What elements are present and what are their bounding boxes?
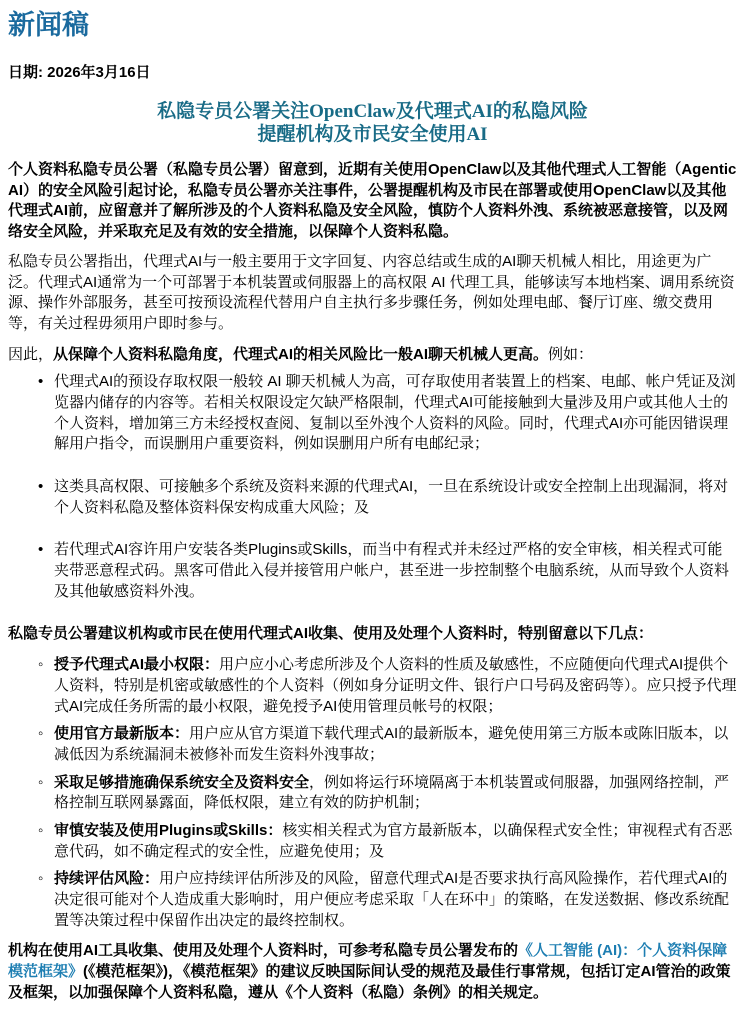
advice-item-label: 持续评估风险： bbox=[54, 870, 160, 888]
advice-item-text: 用户应小心考虑所涉及个人资料的性质及敏感性，不应随便向代理式AI提供个人资料，特别是机密或敏感性的个人资料（例如身分证明文件、银行户口号码及密码等）。应只授予代理式AI完成任务所需的最小权限，避免授予AI使用管理员帐号的权限； bbox=[54, 656, 737, 715]
risk-item-system-vulnerability bbox=[8, 477, 737, 518]
risk-bullet-list bbox=[8, 372, 737, 602]
risk-item-access-rights bbox=[8, 372, 737, 455]
page-title: 新闻稿 bbox=[8, 10, 89, 40]
advice-item-ongoing-risk-assessment bbox=[8, 869, 737, 931]
advice-item-plugins-caution bbox=[8, 821, 737, 862]
advice-heading: 私隐专员公署建议机构或市民在使用代理式AI收集、使用及处理个人资料时，特别留意以下几点： bbox=[8, 625, 654, 643]
background-paragraph: 私隐专员公署指出，代理式AI与一般主要用于文字回复、内容总结或生成的AI聊天机械人相比，用途更为广泛。代理式AI通常为一个可部署于本机装置或伺服器上的高权限 AI 代理工具，能够读写本地档案、调用系统资源、操作外部服务，甚至可按预设流程代替用户自主执行多步骤任务，例如处理电邮、餐厅订座、缴交费用等，有关过程毋须用户即时参与。 bbox=[8, 252, 735, 332]
risk-item-plugins-malware bbox=[8, 540, 737, 602]
risk-intro-post: 例如： bbox=[548, 345, 594, 363]
advice-item-text: 用户应从官方渠道下载代理式AI的最新版本，避免使用第三方版本或陈旧版本，以减低因为系统漏洞未被修补而发生资料外洩事故； bbox=[54, 725, 729, 763]
advice-item-label: 采取足够措施确保系统安全及资料安全 bbox=[54, 773, 310, 791]
closing-pre: 机构在使用AI工具收集、使用及处理个人资料时，可参考私隐专员公署发布的 bbox=[8, 942, 519, 960]
press-release-document bbox=[8, 10, 737, 1003]
closing-paragraph bbox=[8, 941, 737, 1003]
risk-intro-bold: 从保障个人资料私隐角度，代理式AI的相关风险比一般AI聊天机械人更高。 bbox=[53, 345, 549, 363]
risk-intro-paragraph bbox=[8, 345, 737, 366]
advice-item-label: 审慎安装及使用Plugins或Skills： bbox=[54, 821, 283, 839]
advice-item-label: 使用官方最新版本： bbox=[54, 725, 190, 743]
intro-paragraph: 个人资料私隐专员公署（私隐专员公署）留意到，近期有关使用OpenClaw以及其他代理式人工智能（Agentic AI）的安全风险引起讨论，私隐专员公署亦关注事件，公署提醒机构及市民在部署或使用OpenClaw以及其他代理式AI前，应留意并了解所涉及的个人资料私隐及安全风险，慎防个人资料外洩、系统被恶意接管，以及网络安全风险，并采取充足及有效的安全措施，以保障个人资料私隐。 bbox=[8, 161, 737, 241]
advice-item-text: 核实相关程式为官方最新版本，以确保程式安全性；审视程式有否恶意代码，如不确定程式的安全性，应避免使用；及 bbox=[54, 821, 733, 860]
risk-item-text: 若代理式AI容许用户安装各类Plugins或Skills，而当中有程式并未经过严格的安全审核，相关程式可能夹带恶意程式码。黑客可借此入侵并接管用户帐户，甚至进一步控制整个电脑系统，从而导致个人资料及其他敏感资料外洩。 bbox=[54, 541, 730, 600]
main-heading bbox=[8, 100, 737, 146]
main-heading-line2: 提醒机构及市民安全使用AI bbox=[257, 123, 488, 145]
date-line: 日期: 2026年3月16日 bbox=[8, 64, 151, 82]
closing-post: (《模范框架》)，《模范框架》的建议反映国际间认受的规范及最佳行事常规，包括订定AI管治的政策及框架，以加强保障个人资料私隐，遵从《个人资料（私隐）条例》的相关规定。 bbox=[8, 963, 731, 1001]
advice-list bbox=[8, 655, 737, 931]
risk-item-text: 代理式AI的预设存取权限一般较 AI 聊天机械人为高，可存取使用者装置上的档案、电邮、帐户凭证及浏览器内储存的内容等。若相关权限设定欠缺严格限制，代理式AI可能接触到大量涉及用户或其他人士的个人资料，增加第三方未经授权查阅、复制以至外洩个人资料的风险。同时，代理式AI亦可能因错误理解用户指令，而误删用户重要资料，例如误删用户所有电邮纪录； bbox=[54, 373, 736, 453]
advice-item-text: ，例如将运行环境隔离于本机装置或伺服器，加强网络控制，严格控制互联网暴露面，降低权限，建立有效的防护机制； bbox=[54, 773, 730, 812]
model-framework-link[interactable]: 《人工智能 (AI)：个人资料保障模范框架》 bbox=[8, 942, 728, 981]
advice-item-system-security bbox=[8, 773, 737, 814]
risk-item-text: 这类具高权限、可接触多个系统及资料来源的代理式AI，一旦在系统设计或安全控制上出现漏洞，将对个人资料私隐及整体资料保安构成重大风险；及 bbox=[54, 478, 729, 516]
risk-intro-pre: 因此， bbox=[8, 345, 54, 363]
advice-item-minimum-permissions bbox=[8, 655, 737, 717]
advice-item-label: 授予代理式AI最小权限： bbox=[54, 656, 220, 674]
main-heading-line1: 私隐专员公署关注OpenClaw及代理式AI的私隐风险 bbox=[157, 100, 588, 122]
advice-item-official-version bbox=[8, 724, 737, 765]
advice-item-text: 用户应持续评估所涉及的风险，留意代理式AI是否要求执行高风险操作，若代理式AI的决定很可能对个人造成重大影响时，用户便应考虑采取「人在环中」的策略，在发送数据、修改系统配置等决策过程中保留作出决定的最终控制权。 bbox=[54, 870, 730, 929]
